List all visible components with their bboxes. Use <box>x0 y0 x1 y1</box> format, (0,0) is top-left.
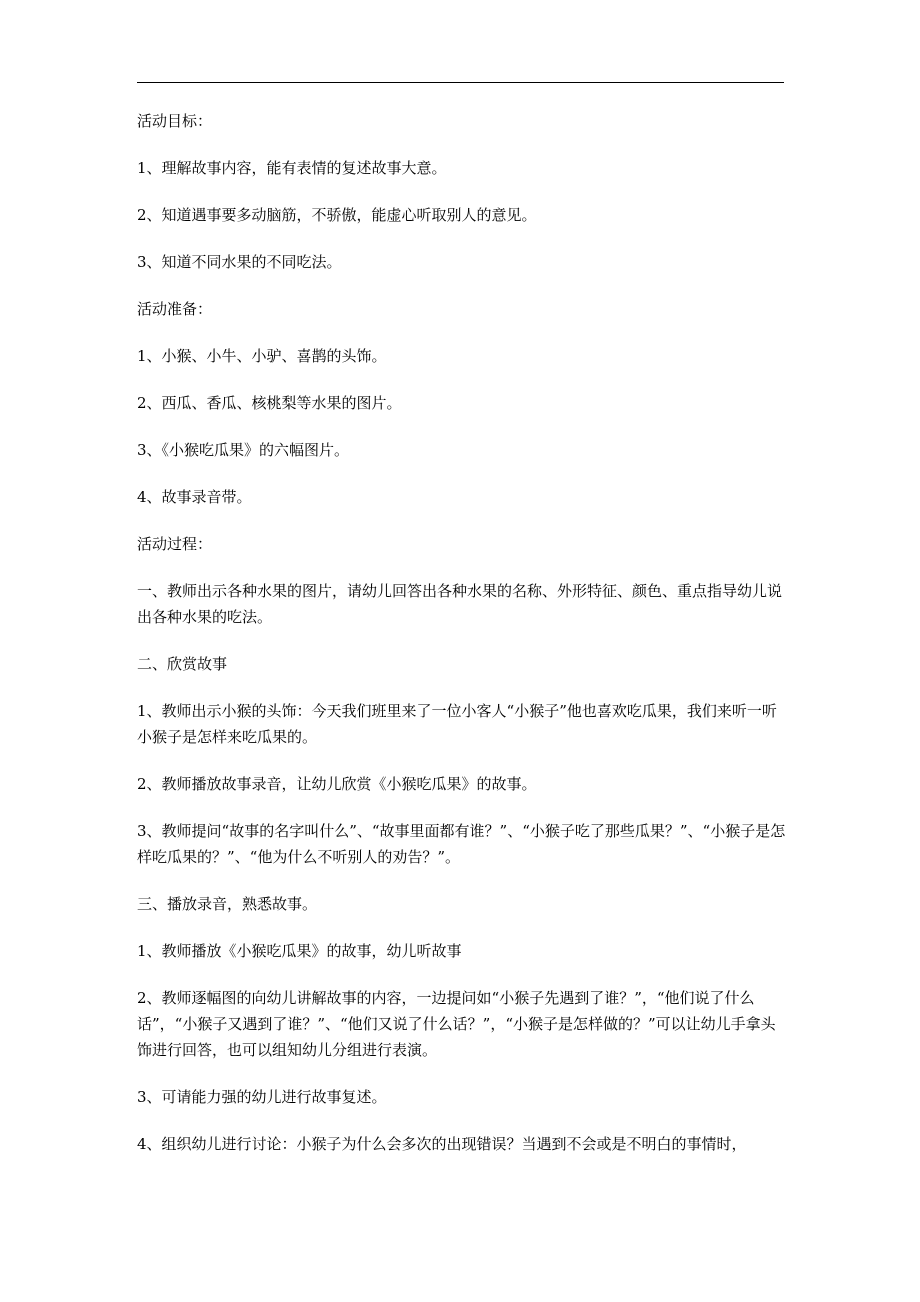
section-heading-goals: 活动目标： <box>137 112 213 130</box>
goal-item-3: 3、知道不同水果的不同吃法。 <box>137 253 342 271</box>
preparation-item-1: 1、小猴、小牛、小驴、喜鹊的头饰。 <box>137 347 387 365</box>
process-step-3-heading: 三、播放录音，熟悉故事。 <box>137 895 318 913</box>
goal-item-2: 2、知道遇事要多动脑筋，不骄傲，能虚心听取别人的意见。 <box>137 206 537 224</box>
preparation-item-4: 4、故事录音带。 <box>137 488 252 506</box>
process-step-2-item-1: 1、教师出示小猴的头饰：今天我们班里来了一位小客人“小猴子”他也喜欢吃瓜果，我们来听一听小猴子是怎样来吃瓜果的。 <box>137 702 777 746</box>
process-step-2-item-3: 3、教师提问“故事的名字叫什么”、“故事里面都有谁？”、“小猴子吃了那些瓜果？”、“小猴子是怎样吃瓜果的？”、“他为什么不听别人的劝告？”。 <box>137 822 786 866</box>
process-step-3-item-1: 1、教师播放《小猴吃瓜果》的故事，幼儿听故事 <box>137 942 462 960</box>
section-heading-preparation: 活动准备： <box>137 300 213 318</box>
process-step-1: 一、教师出示各种水果的图片，请幼儿回答出各种水果的名称、外形特征、颜色、重点指导幼儿说出各种水果的吃法。 <box>137 582 783 626</box>
process-step-2-heading: 二、欣赏故事 <box>137 655 228 673</box>
section-heading-process: 活动过程： <box>137 535 213 553</box>
preparation-item-3: 3、《小猴吃瓜果》的六幅图片。 <box>137 441 350 459</box>
process-step-3-item-4: 4、组织幼儿进行讨论：小猴子为什么会多次的出现错误？当遇到不会或是不明白的事情时， <box>137 1135 747 1153</box>
document-body <box>137 108 787 1178</box>
goal-item-1: 1、理解故事内容，能有表情的复述故事大意。 <box>137 159 447 177</box>
process-step-3-item-2: 2、教师逐幅图的向幼儿讲解故事的内容，一边提问如“小猴子先遇到了谁？”，“他们说了什么话”，“小猴子又遇到了谁？”、“他们又说了什么话？”，“小猴子是怎样做的？”可以让幼儿手拿头饰进行回答，也可以组知幼儿分组进行表演。 <box>137 989 776 1059</box>
process-step-2-item-2: 2、教师播放故事录音，让幼儿欣赏《小猴吃瓜果》的故事。 <box>137 775 537 793</box>
header-rule <box>137 82 784 83</box>
preparation-item-2: 2、西瓜、香瓜、核桃梨等水果的图片。 <box>137 394 402 412</box>
process-step-3-item-3: 3、可请能力强的幼儿进行故事复述。 <box>137 1088 387 1106</box>
